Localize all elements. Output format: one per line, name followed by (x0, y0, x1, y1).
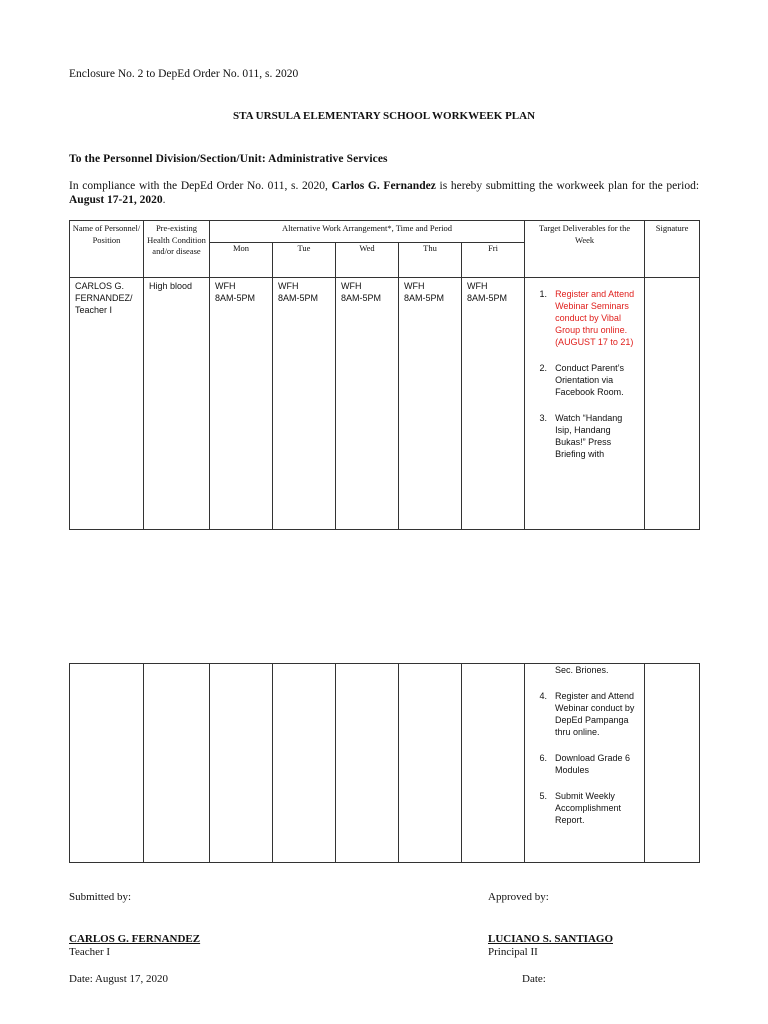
addressee-line: To the Personnel Division/Section/Unit: Administrative Services (69, 153, 388, 165)
list-item: 2. Conduct Parent’s Orientation via Facebook Room. (539, 363, 624, 397)
name-line: FERNANDEZ/ (75, 293, 133, 303)
submitted-by-position: Teacher I (69, 946, 111, 958)
enclosure-reference: Enclosure No. 2 to DepEd Order No. 011, s. 2020 (69, 68, 299, 80)
header-day-tue: Tue (273, 243, 336, 278)
approved-by-label: Approved by: (488, 891, 549, 903)
cell-day-thu (399, 664, 462, 863)
header-day-wed: Wed (336, 243, 399, 278)
cell-deliverables (525, 664, 645, 863)
header-deliverables: Target Deliverables for the Week (525, 221, 645, 278)
deliverables-list (525, 690, 638, 826)
employee-name: Carlos G. Fernandez (331, 180, 436, 192)
list-item: 6. Download Grade 6 Modules (539, 753, 631, 775)
approved-date: Date: (522, 973, 546, 985)
list-item: 1. Register and Attend Webinar Seminars conduct by Vibal Group thru online. (AUGUST 17 to 21) (539, 289, 635, 347)
position-line: Teacher I (75, 305, 113, 315)
cell-day-wed: WFH 8AM-5PM (336, 278, 399, 530)
cell-health-condition: High blood (144, 278, 210, 530)
cell-name-position (70, 278, 144, 530)
workweek-table-continuation (69, 663, 700, 863)
cell-health-condition (144, 664, 210, 863)
table-row (70, 664, 700, 863)
header-day-mon: Mon (210, 243, 273, 278)
submitted-date: Date: August 17, 2020 (69, 973, 168, 985)
approved-by-name: LUCIANO S. SANTIAGO (488, 933, 613, 945)
submitted-by-name: CARLOS G. FERNANDEZ (69, 933, 201, 945)
table-row (70, 278, 700, 530)
cell-deliverables (525, 278, 645, 530)
list-item: 3. Watch “Handang Isip, Handang Bukas!” Press Briefing with (539, 413, 623, 459)
document-title: STA URSULA ELEMENTARY SCHOOL WORKWEEK PLAN (232, 110, 536, 122)
list-item: 5. Submit Weekly Accomplishment Report. (539, 791, 622, 825)
cell-day-mon (210, 664, 273, 863)
cell-day-tue: WFH 8AM-5PM (273, 278, 336, 530)
compliance-paragraph (69, 179, 699, 207)
header-signature: Signature (645, 221, 700, 278)
period: August 17-21, 2020 (69, 194, 163, 206)
workweek-table (69, 220, 700, 530)
cell-day-fri (462, 664, 525, 863)
approved-by-position: Principal II (488, 946, 538, 958)
header-name-position: Name of Personnel/ Position (70, 221, 144, 278)
header-day-thu: Thu (399, 243, 462, 278)
header-day-fri: Fri (462, 243, 525, 278)
cell-day-fri: WFH 8AM-5PM (462, 278, 525, 530)
compliance-prefix: In compliance with the DepEd Order No. 011, s. 2020, (69, 180, 328, 192)
compliance-middle: is hereby submitting the workweek plan for the period: (439, 180, 700, 192)
deliverables-list (525, 288, 638, 460)
cell-day-tue (273, 664, 336, 863)
name-line: CARLOS G. (75, 281, 125, 291)
cell-day-mon: WFH 8AM-5PM (210, 278, 273, 530)
cell-day-wed (336, 664, 399, 863)
cell-signature (645, 278, 700, 530)
submitted-by-label: Submitted by: (69, 891, 132, 903)
header-health-condition: Pre-existing Health Condition and/or disease (144, 221, 210, 278)
cell-day-thu: WFH 8AM-5PM (399, 278, 462, 530)
deliverable-continuation: Sec. Briones. (555, 665, 609, 675)
list-item: 4. Register and Attend Webinar conduct by DepEd Pampanga thru online. (539, 691, 635, 737)
period-suffix: . (162, 194, 166, 206)
cell-signature (645, 664, 700, 863)
header-work-arrangement: Alternative Work Arrangement*, Time and Period (210, 221, 525, 243)
cell-name-position (70, 664, 144, 863)
